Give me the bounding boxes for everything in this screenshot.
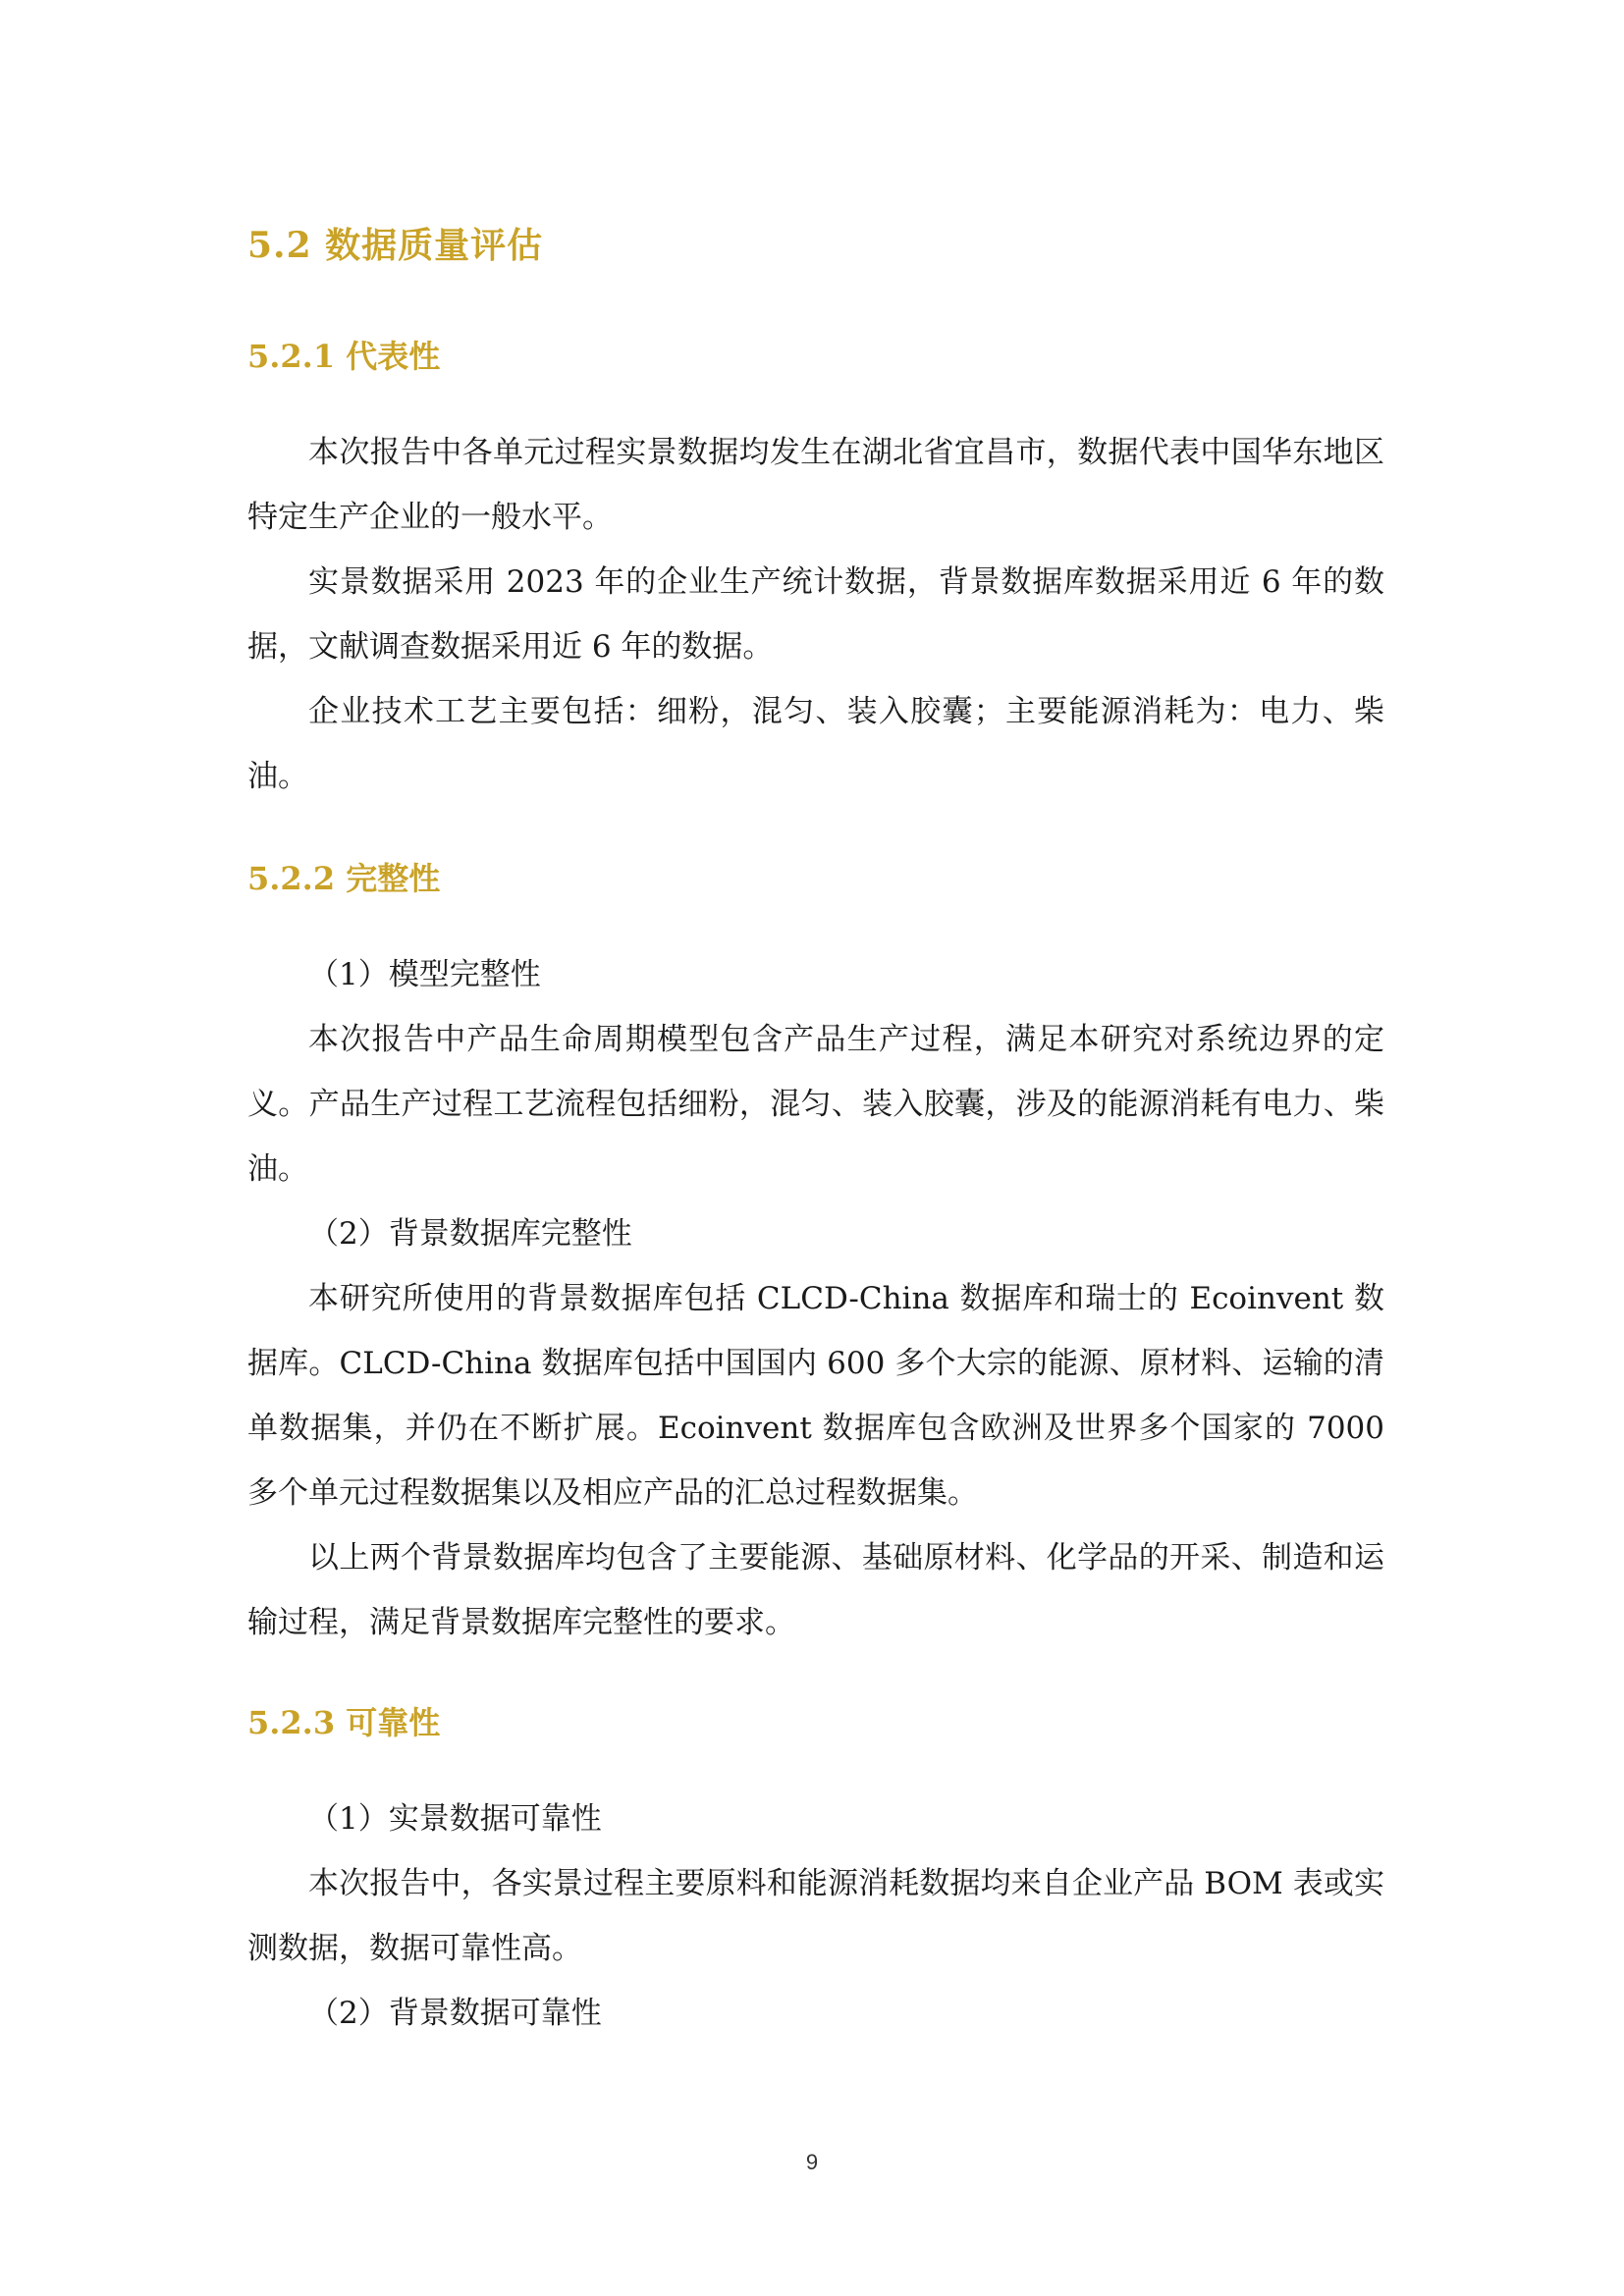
subsection-heading-5-2-3: 5.2.3 可靠性 (247, 1704, 441, 1741)
subsection-heading-5-2-1: 5.2.1 代表性 (247, 338, 441, 375)
item-heading-background-db-completeness: （2）背景数据库完整性 (308, 1216, 632, 1252)
paragraph-representativeness-1: 本次报告中各单元过程实景数据均发生在湖北省宜昌市，数据代表中国华东地区特定生产企业的一般水平。 (247, 435, 1384, 535)
paragraph-representativeness-2: 实景数据采用 2023 年的企业生产统计数据，背景数据库数据采用近 6 年的数据，文献调查数据采用近 6 年的数据。 (247, 564, 1384, 665)
item-heading-background-data-reliability: （2）背景数据可靠性 (308, 1996, 602, 2031)
document-page (247, 0, 1384, 2296)
paragraph-representativeness-3: 企业技术工艺主要包括：细粉，混匀、装入胶囊；主要能源消耗为：电力、柴油。 (247, 694, 1384, 794)
paragraph-background-db-2: 以上两个背景数据库均包含了主要能源、基础原材料、化学品的开采、制造和运输过程，满足背景数据库完整性的要求。 (247, 1540, 1384, 1640)
paragraph-field-data-reliability: 本次报告中，各实景过程主要原料和能源消耗数据均来自企业产品 BOM 表或实测数据，数据可靠性高。 (247, 1866, 1384, 1966)
subsection-heading-5-2-2: 5.2.2 完整性 (247, 860, 441, 897)
paragraph-background-db-1: 本研究所使用的背景数据库包括 CLCD-China 数据库和瑞士的 Ecoinvent 数据库。CLCD-China 数据库包括中国国内 600 多个大宗的能源、原材料、运输的清单数据集，并仍在不断扩展。Ecoinvent 数据库包含欧洲及世界多个国家的 7000 多个单元过程数据集以及相应产品的汇总过程数据集。 (247, 1281, 1384, 1511)
item-heading-model-completeness: （1）模型完整性 (308, 957, 541, 992)
section-heading-5-2: 5.2 数据质量评估 (247, 225, 544, 266)
item-heading-field-data-reliability: （1）实景数据可靠性 (308, 1801, 602, 1837)
page-number: 9 (805, 2150, 819, 2174)
paragraph-model-completeness: 本次报告中产品生命周期模型包含产品生产过程，满足本研究对系统边界的定义。产品生产过程工艺流程包括细粉，混匀、装入胶囊，涉及的能源消耗有电力、柴油。 (247, 1022, 1384, 1187)
